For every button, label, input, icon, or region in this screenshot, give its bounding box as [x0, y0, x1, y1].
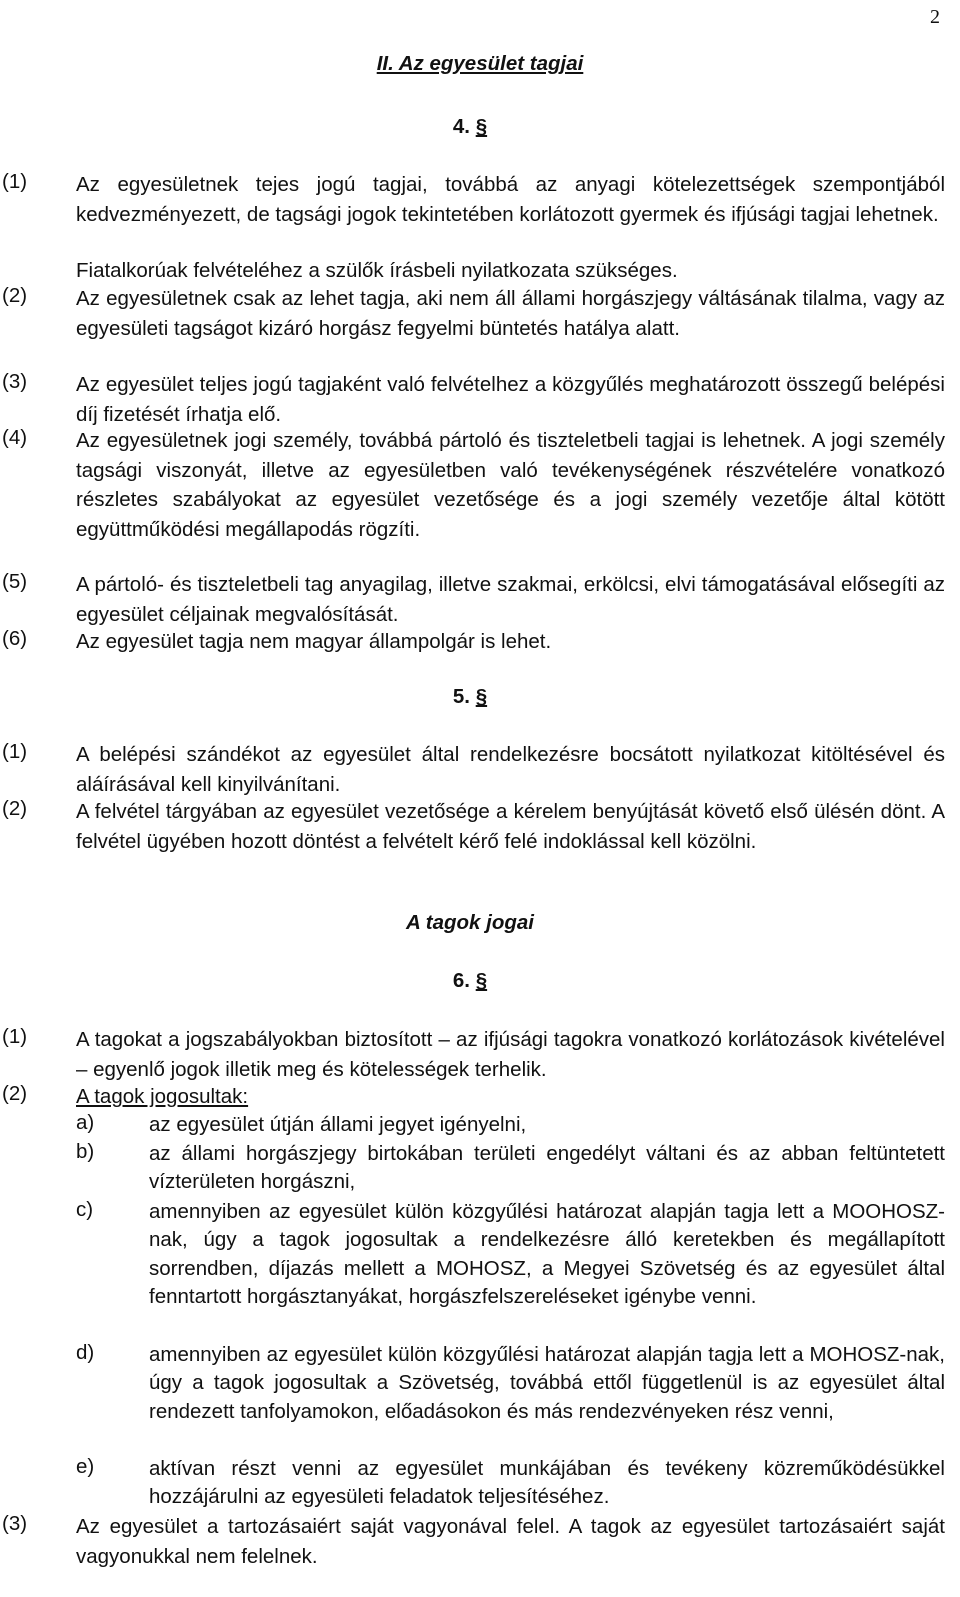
section-number-6: [410, 969, 530, 993]
paragraph-number: (2): [2, 284, 28, 307]
paragraph-4-1-note: [0, 256, 945, 286]
paragraph-text: A felvétel tárgyában az egyesület vezetősége a kérelem benyújtását követő első ülésén dönt. A felvétel ügyében hozott döntést a felvételt kérő felé indoklással kell közölni.: [76, 800, 945, 853]
subsection-title: A tagok jogai: [406, 911, 534, 934]
paragraph-text: Fiatalkorúak felvételéhez a szülők írásbeli nyilatkozata szükséges.: [76, 259, 678, 282]
section-number-5: [410, 685, 530, 709]
paragraph-4-5: [0, 570, 945, 629]
paragraph-5-1: [0, 740, 945, 799]
paragraph-number: (6): [2, 627, 28, 650]
paragraph-text: Az egyesület a tartozásaiért saját vagyonával felel. A tagok az egyesület tartozásaiért saját vagyonukkal nem felelnek.: [76, 1515, 945, 1568]
paragraph-4-3: [0, 370, 945, 429]
paragraph-number: (2): [2, 797, 28, 820]
section-sign: §: [475, 685, 488, 708]
paragraph-5-2: [0, 797, 945, 856]
section-number: 4.: [452, 115, 470, 138]
chapter-title: II. Az egyesület tagjai: [376, 52, 584, 75]
section-number: 6.: [452, 969, 470, 992]
paragraph-4-1: [0, 170, 945, 229]
paragraph-text: Az egyesületnek jogi személy, továbbá pártoló és tiszteletbeli tagjai is lehetnek. A jogi személy tagsági viszonyát, illetve az egyesületben való tevékenységének részvételére vonatkozó részletes szabályokat az egyesület vezetősége és a jogi személy vezetője által kötött együttműködési megállapodás rögzíti.: [76, 429, 945, 541]
right-item-d: [76, 1341, 945, 1426]
section-number: 5.: [452, 685, 470, 708]
right-letter: a): [76, 1111, 95, 1134]
paragraph-6-1: [0, 1025, 945, 1084]
paragraph-text: A belépési szándékot az egyesület által rendelkezésre bocsátott nyilatkozat kitöltésével és aláírásával kell kinyilvánítani.: [76, 743, 945, 796]
right-item-b: [76, 1140, 945, 1197]
section-sign: §: [475, 115, 488, 138]
section-number-4: [410, 115, 530, 139]
right-text: az egyesület útján állami jegyet igényelni,: [149, 1113, 527, 1136]
paragraph-4-4: [0, 426, 945, 544]
paragraph-text: Az egyesületnek tejes jogú tagjai, továbbá az anyagi kötelezettségek szempontjából kedvezményezett, de tagsági jogok tekintetében korlátozott gyermek és ifjúsági tagjai lehetnek.: [76, 173, 945, 226]
paragraph-number: (3): [2, 370, 28, 393]
paragraph-number: (4): [2, 426, 28, 449]
paragraph-text: Az egyesület tagja nem magyar állampolgár is lehet.: [76, 630, 552, 653]
right-item-a: [76, 1111, 945, 1139]
paragraph-6-2: [0, 1082, 945, 1112]
right-text: aktívan részt venni az egyesület munkájában és tevékeny közreműködésükkel hozzájárulni az egyesületi feladatok teljesítéséhez.: [149, 1457, 945, 1509]
paragraph-number: (1): [2, 170, 28, 193]
right-letter: b): [76, 1140, 95, 1163]
paragraph-text: A pártoló- és tiszteletbeli tag anyagilag, illetve szakmai, erkölcsi, elvi támogatásával elősegíti az egyesület céljainak megvalósítását.: [76, 573, 945, 626]
right-text: amennyiben az egyesület külön közgyűlési határozat alapján tagja lett a MOOHOSZ-nak, úgy a tagok jogosultak a rendelkezésre álló keretekben és megállapított sorrendben, díjazás mellett a MOHOSZ, a Megyei Szövetség és az egyesület által fenntartott horgásztanyákat, horgászfelszereléseket igénybe venni.: [149, 1200, 945, 1309]
paragraph-text: A tagok jogosultak:: [76, 1085, 249, 1108]
paragraph-6-3: [0, 1512, 945, 1571]
paragraph-4-2: [0, 284, 945, 343]
right-text: az állami horgászjegy birtokában területi engedélyt váltani és az abban feltüntetett vízterületen horgászni,: [149, 1142, 945, 1194]
paragraph-number: (1): [2, 1025, 28, 1048]
right-item-c: [76, 1198, 945, 1312]
right-text: amennyiben az egyesület külön közgyűlési határozat alapján tagja lett a MOHOSZ-nak, úgy a tagok jogosultak a Szövetség, továbbá ettől függetlenül is az egyesület által rendezett tanfolyamokon, előadásokon és más rendezvényeken rész venni,: [149, 1343, 945, 1423]
right-letter: c): [76, 1198, 94, 1221]
paragraph-number: (1): [2, 740, 28, 763]
page-number: 2: [930, 6, 940, 28]
paragraph-4-6: [0, 627, 945, 657]
paragraph-number: (5): [2, 570, 28, 593]
paragraph-number: (3): [2, 1512, 28, 1535]
paragraph-text: A tagokat a jogszabályokban biztosított – az ifjúsági tagokra vonatkozó korlátozások kivételével – egyenlő jogok illetik meg és kötelességek terhelik.: [76, 1028, 945, 1081]
paragraph-text: Az egyesületnek csak az lehet tagja, aki nem áll állami horgászjegy váltásának tilalma, vagy az egyesületi tagságot kizáró horgász fegyelmi büntetés hatálya alatt.: [76, 287, 945, 340]
right-letter: e): [76, 1455, 95, 1478]
right-letter: d): [76, 1341, 95, 1364]
paragraph-text: Az egyesület teljes jogú tagjaként való felvételhez a közgyűlés meghatározott összegű belépési díj fizetését írhatja elő.: [76, 373, 945, 426]
right-item-e: [76, 1455, 945, 1512]
section-sign: §: [475, 969, 488, 992]
paragraph-number: (2): [2, 1082, 28, 1105]
